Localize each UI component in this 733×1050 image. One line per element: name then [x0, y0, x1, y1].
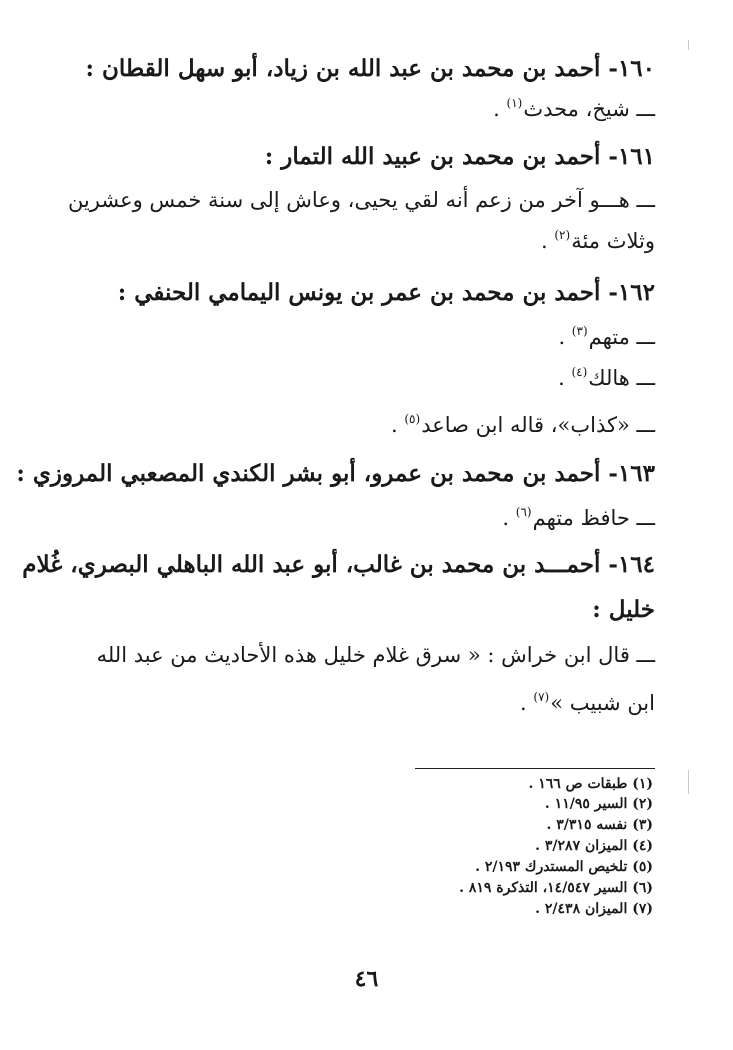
entry-160-heading: ١٦٠- أحمد بن محمد بن عبد الله بن زياد، أبو سهل القطان :	[85, 55, 655, 82]
entry-164-line-1: ـــ قال ابن خراش : « سرق غلام خليل هذه الأحاديث من عبد الله	[96, 643, 655, 667]
entry-160-line-1: ـــ شيخ، محدث$^{(١)}$ .	[493, 96, 655, 121]
footnote-ref-4: (٤)	[571, 365, 588, 379]
entry-161-heading: ١٦١- أحمد بن محمد بن عبيد الله التمار :	[264, 143, 655, 170]
footnote-ref-7: (٧)	[533, 690, 550, 704]
entry-162-line-2: ـــ هالك$^{(٤)}$ .	[558, 365, 655, 390]
entry-164-heading-cont: خليل :	[592, 596, 655, 623]
footnote-ref-5: (٥)	[404, 412, 421, 426]
scan-mark	[688, 40, 689, 50]
footnote-3: (٣) نفسه ٣/٣١٥ .	[546, 817, 653, 833]
scan-mark	[688, 770, 689, 794]
footnote-2: (٢) السير ١١/٩٥ .	[544, 796, 653, 812]
footnote-5: (٥) تلخيص المستدرك ٢/١٩٣ .	[475, 859, 653, 875]
footnote-6: (٦) السير ١٤/٥٤٧، التذكرة ٨١٩ .	[459, 880, 653, 896]
entry-161-line-2: وثلاث مئة$^{(٢)}$ .	[541, 228, 655, 253]
footnote-ref-6: (٦)	[515, 505, 532, 519]
entry-162-heading: ١٦٢- أحمد بن محمد بن عمر بن يونس اليمامي الحنفي :	[117, 279, 655, 306]
page-number: ٤٦	[354, 966, 379, 992]
entry-163-heading: ١٦٣- أحمد بن محمد بن عمرو، أبو بشر الكندي المصعبي المروزي :	[16, 460, 655, 487]
footnote-ref-2: (٢)	[554, 228, 571, 242]
footnote-ref-3: (٣)	[571, 324, 588, 338]
entry-164-heading: ١٦٤- أحمـــد بن محمد بن غالب، أبو عبد الله الباهلي البصري، غُلام	[22, 551, 655, 578]
entry-162-line-3: ـــ «كذاب»، قاله ابن صاعد$^{(٥)}$ .	[391, 412, 655, 437]
footnote-ref-1: (١)	[506, 96, 523, 110]
entry-164-line-2: ابن شبيب »$^{(٧)}$ .	[520, 690, 655, 715]
entry-162-line-1: ـــ متهم$^{(٣)}$ .	[558, 324, 655, 349]
footnote-4: (٤) الميزان ٣/٢٨٧ .	[535, 838, 653, 854]
footnote-1: (١) طبقات ص ١٦٦ .	[528, 776, 653, 792]
footnote-7: (٧) الميزان ٢/٤٣٨ .	[535, 901, 653, 917]
entry-163-line-1: ـــ حافظ متهم$^{(٦)}$ .	[502, 505, 655, 530]
footnote-separator	[415, 768, 655, 769]
entry-161-line-1: ـــ هـــو آخر من زعم أنه لقي يحيى، وعاش إلى سنة خمس وعشرين	[67, 188, 655, 212]
